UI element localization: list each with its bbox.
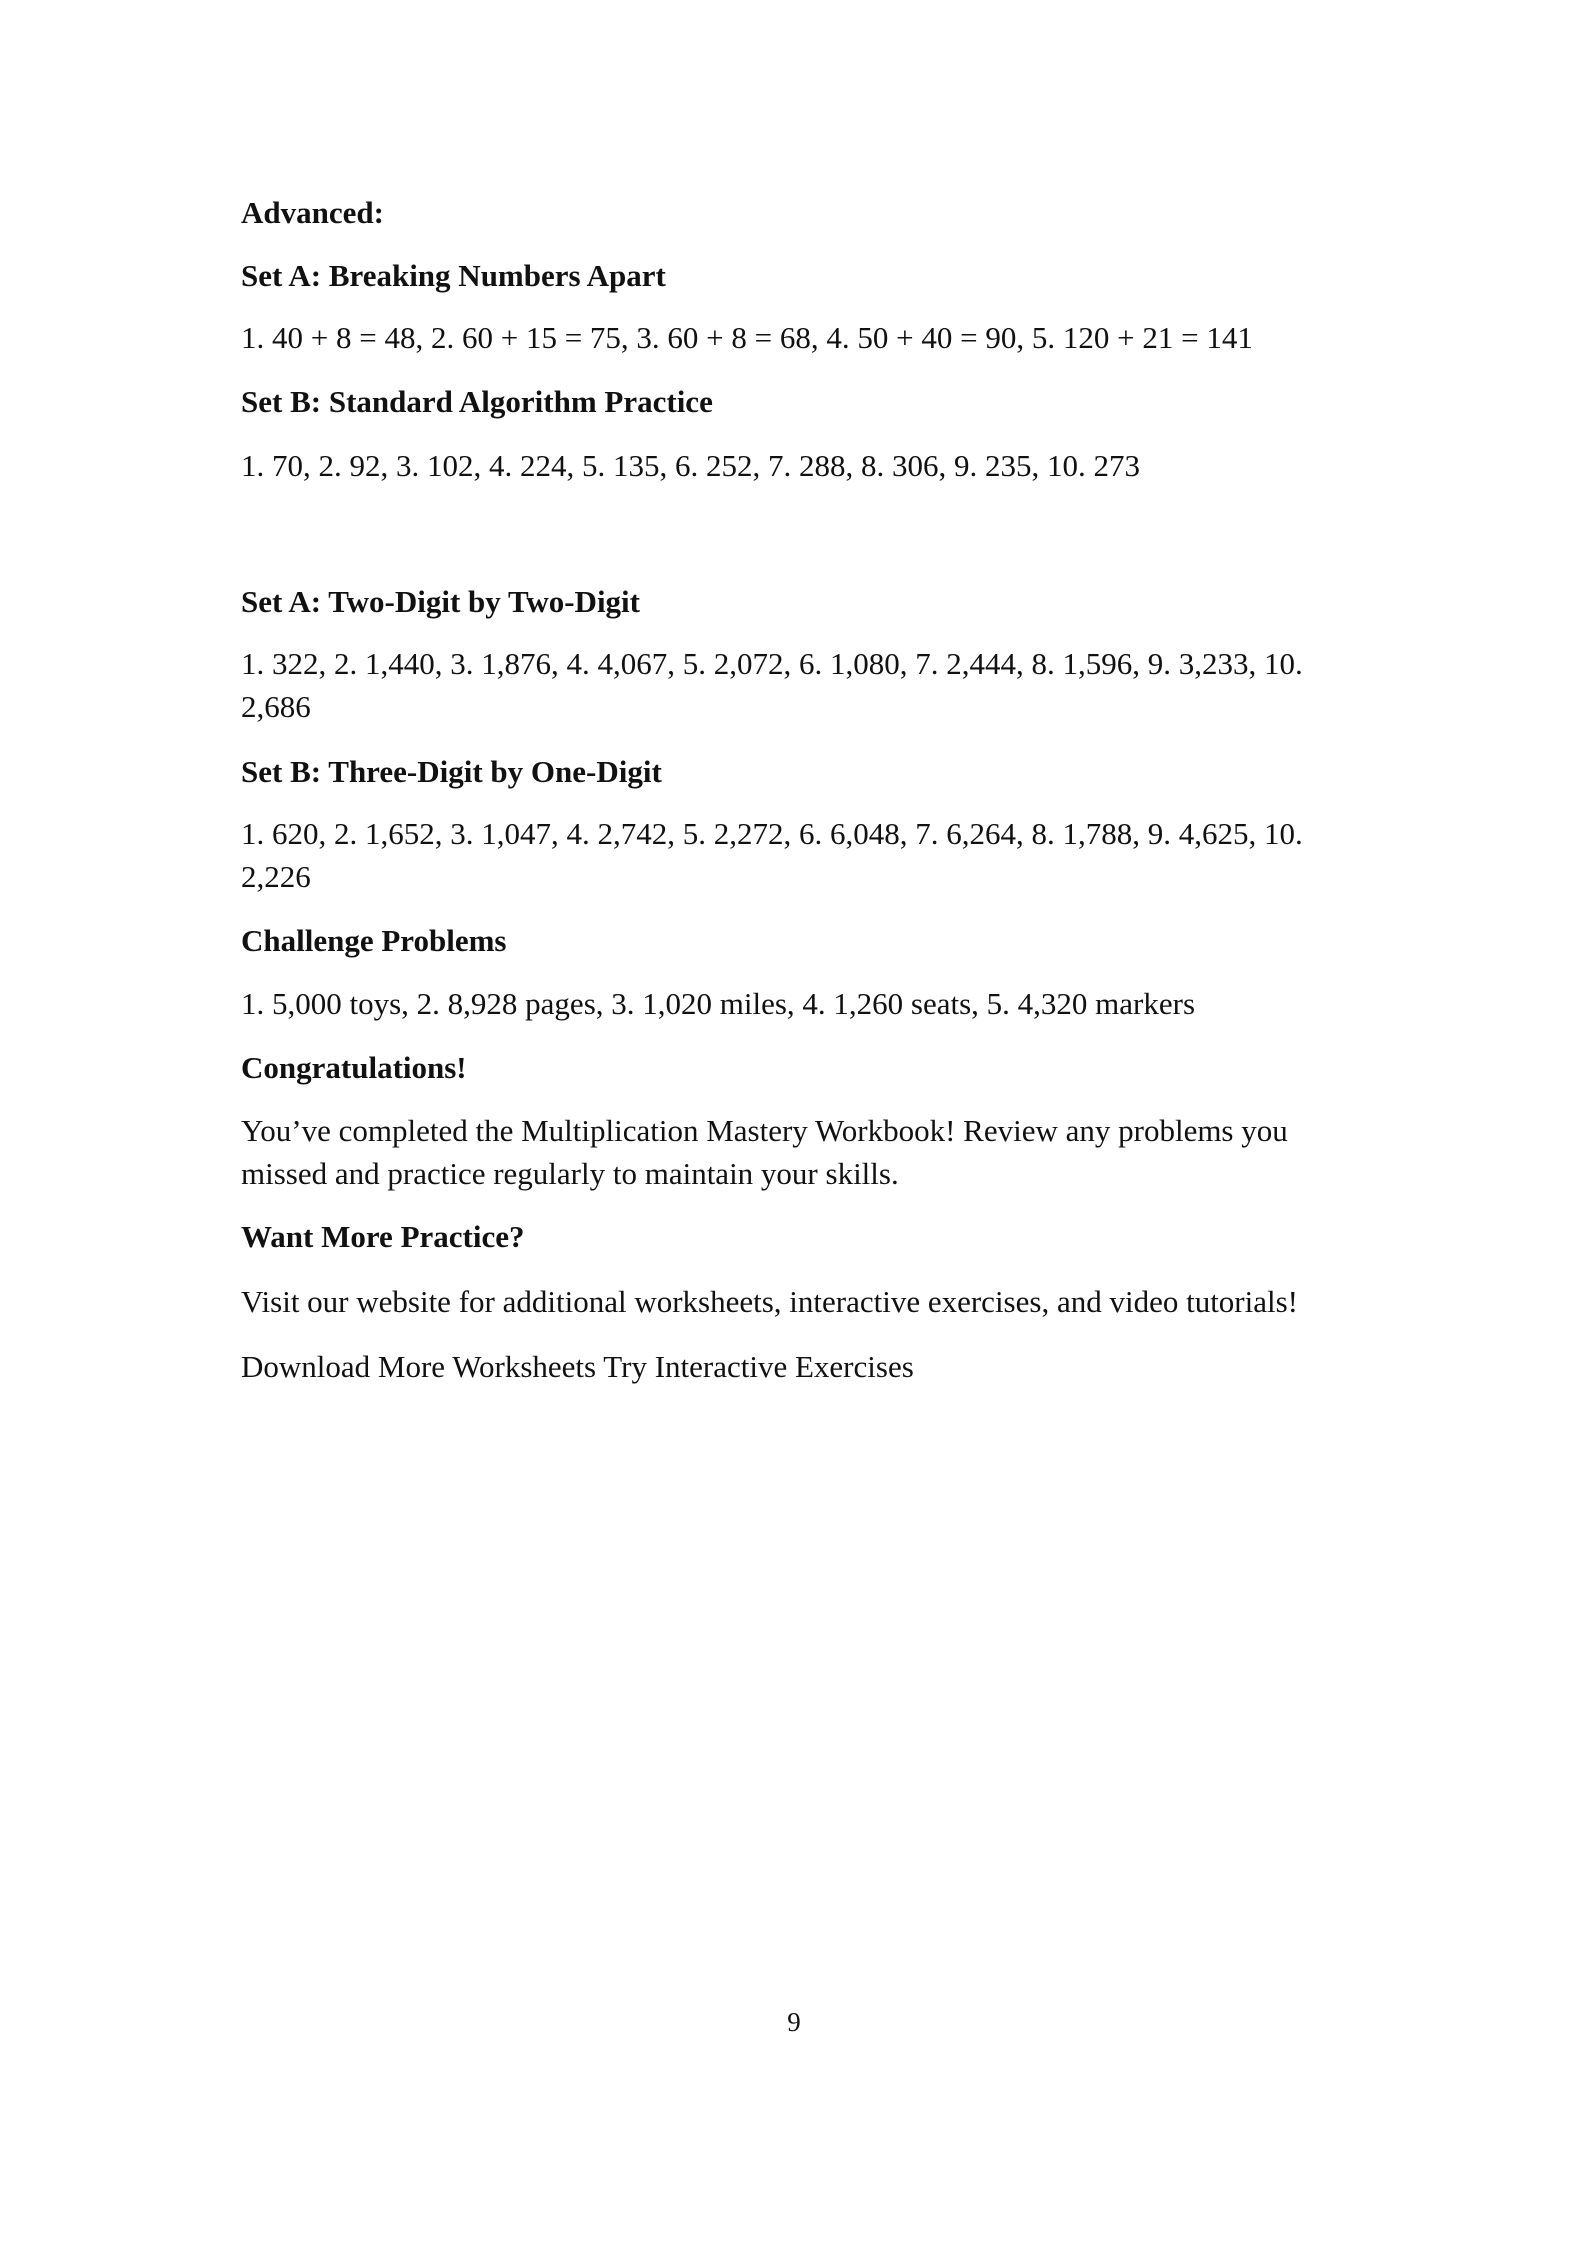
download-worksheets-link[interactable]: Download More Worksheets: [241, 1349, 597, 1384]
set-a-two-digit-title: Set A: Two-Digit by Two-Digit: [241, 584, 640, 619]
advanced-heading: Advanced:: [241, 195, 384, 230]
challenge-problems-answers: 1. 5,000 toys, 2. 8,928 pages, 3. 1,020 miles, 4. 1,260 seats, 5. 4,320 markers: [241, 986, 1196, 1021]
interactive-exercises-link[interactable]: Try Interactive Exercises: [603, 1349, 914, 1384]
set-b-three-digit-answers: 1. 620, 2. 1,652, 3. 1,047, 4. 2,742, 5. 2,272, 6. 6,048, 7. 6,264, 8. 1,788, 9. 4,625, 10. 2,226: [241, 816, 1303, 894]
set-b-three-digit-title: Set B: Three-Digit by One-Digit: [241, 754, 662, 789]
page-number: 9: [787, 2007, 801, 2037]
set-a-breaking-numbers-answers: 1. 40 + 8 = 48, 2. 60 + 15 = 75, 3. 60 + 8 = 68, 4. 50 + 40 = 90, 5. 120 + 21 = 141: [241, 320, 1253, 355]
set-a-two-digit-answers: 1. 322, 2. 1,440, 3. 1,876, 4. 4,067, 5. 2,072, 6. 1,080, 7. 2,444, 8. 1,596, 9. 3,233, 10. 2,686: [241, 646, 1303, 724]
want-more-practice-title: Want More Practice?: [241, 1219, 525, 1254]
want-more-practice-text: Visit our website for additional worksheets, interactive exercises, and video tutorials!: [241, 1284, 1298, 1319]
congratulations-title: Congratulations!: [241, 1050, 467, 1085]
challenge-problems-title: Challenge Problems: [241, 923, 507, 958]
congratulations-text: You’ve completed the Multiplication Mastery Workbook! Review any problems you missed and practice regularly to maintain your skills.: [241, 1113, 1288, 1191]
resource-links: [241, 1345, 1351, 1388]
set-b-standard-algorithm-title: Set B: Standard Algorithm Practice: [241, 384, 713, 419]
set-b-standard-algorithm-answers: 1. 70, 2. 92, 3. 102, 4. 224, 5. 135, 6. 252, 7. 288, 8. 306, 9. 235, 10. 273: [241, 448, 1140, 483]
set-a-breaking-numbers-title: Set A: Breaking Numbers Apart: [241, 258, 666, 293]
